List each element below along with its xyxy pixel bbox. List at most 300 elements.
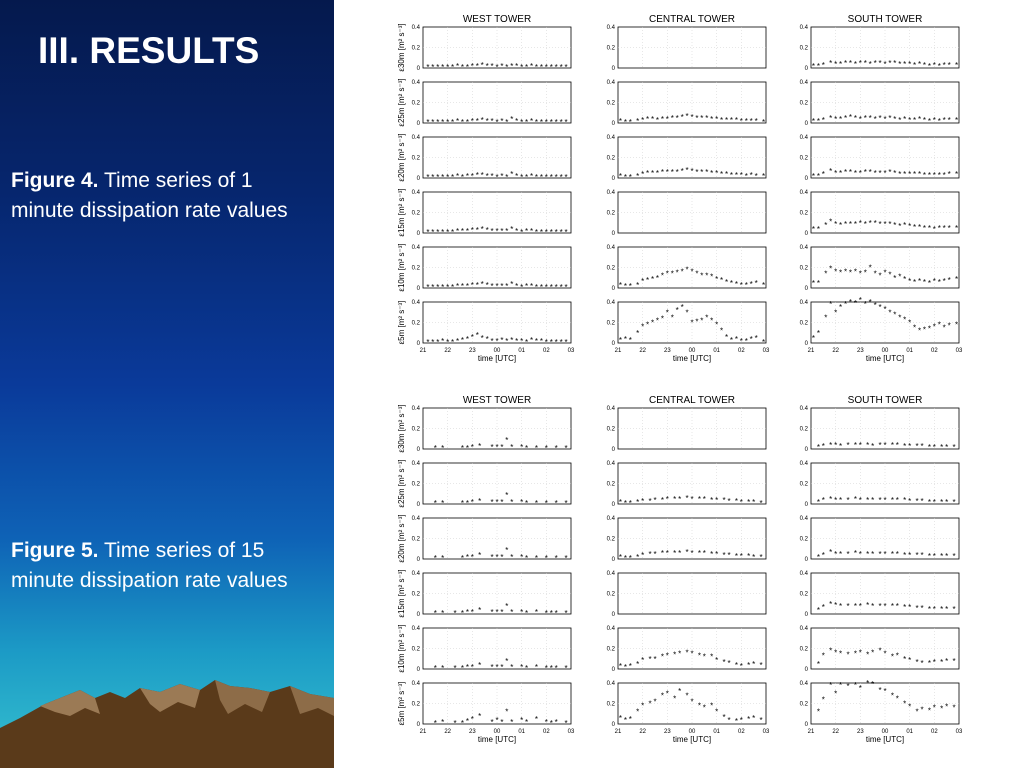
y-tick-label: 0.4: [799, 135, 808, 141]
data-point: *: [495, 336, 499, 346]
data-point: *: [824, 220, 828, 230]
data-point: *: [549, 608, 553, 618]
data-point: *: [544, 608, 548, 618]
data-point: *: [653, 495, 657, 505]
data-point: *: [873, 58, 877, 68]
data-point: *: [858, 495, 862, 505]
data-point: *: [670, 167, 674, 177]
data-point: *: [515, 281, 519, 291]
y-tick-label: 0.4: [799, 406, 808, 412]
subplot-panel: [607, 135, 766, 182]
data-point: *: [834, 114, 838, 124]
data-point: *: [927, 604, 931, 614]
data-point: *: [816, 171, 820, 181]
subplot-panel: [607, 681, 770, 744]
data-point: *: [858, 269, 862, 279]
row-ylabel: ε5m [m² s⁻³]: [397, 300, 406, 345]
data-point: *: [515, 171, 519, 181]
data-point: *: [853, 168, 857, 178]
data-point: *: [544, 498, 548, 508]
data-point: *: [446, 337, 450, 347]
subplot-panel: [800, 80, 959, 127]
data-point: *: [829, 300, 833, 310]
data-point: *: [947, 275, 951, 285]
data-point: *: [863, 300, 867, 310]
data-point: *: [908, 441, 912, 451]
data-point: *: [843, 58, 848, 68]
data-point: *: [937, 170, 941, 180]
x-tick-label: 03: [762, 729, 770, 735]
data-point: *: [917, 169, 922, 179]
data-point: *: [940, 442, 944, 452]
subplot-panel: [412, 135, 571, 182]
data-point: *: [700, 316, 704, 326]
y-tick-label: 0: [611, 557, 615, 563]
data-point: *: [724, 115, 729, 125]
data-point: *: [893, 273, 897, 283]
data-point: *: [878, 271, 882, 281]
data-point: *: [665, 114, 669, 124]
x-axis-label: time [UTC]: [672, 354, 712, 363]
data-point: *: [500, 552, 504, 562]
data-point: *: [520, 715, 524, 725]
y-tick-label: 0: [416, 722, 420, 728]
column-title: WEST TOWER: [462, 14, 532, 25]
y-tick-label: 0.4: [799, 681, 808, 687]
data-point: *: [690, 494, 694, 504]
data-point: *: [846, 682, 850, 692]
subplot-panel: [800, 626, 959, 673]
data-point: *: [888, 219, 892, 229]
data-point: *: [490, 171, 494, 181]
data-point: *: [490, 281, 494, 291]
data-point: *: [913, 277, 917, 287]
data-point: *: [883, 168, 887, 178]
data-point: *: [636, 659, 640, 669]
data-point: *: [628, 335, 632, 345]
row-ylabel: ε30m [m² s⁻³]: [397, 404, 406, 453]
data-point: *: [436, 117, 440, 127]
data-point: *: [816, 442, 820, 452]
y-tick-label: 0: [416, 502, 420, 508]
data-point: *: [490, 717, 494, 727]
y-tick-label: 0.4: [411, 681, 420, 687]
data-point: *: [893, 220, 897, 230]
mountain-illustration: [0, 668, 334, 768]
data-point: *: [559, 62, 563, 72]
data-point: *: [898, 59, 902, 69]
data-point: *: [628, 553, 632, 563]
data-point: *: [564, 553, 568, 563]
data-point: *: [873, 218, 877, 228]
data-point: *: [529, 61, 534, 71]
subplot-panel: [412, 25, 571, 72]
data-point: *: [525, 62, 529, 72]
data-point: *: [441, 172, 445, 182]
data-point: *: [460, 443, 465, 453]
x-tick-label: 02: [930, 348, 938, 354]
data-point: *: [883, 687, 887, 697]
data-point: *: [883, 305, 887, 315]
data-point: *: [883, 495, 887, 505]
data-point: *: [739, 497, 743, 507]
x-tick-label: 22: [832, 348, 840, 354]
y-tick-label: 0.2: [606, 265, 615, 272]
data-point: *: [441, 717, 445, 727]
data-point: *: [641, 496, 645, 506]
subplot-panel: [412, 516, 571, 563]
data-point: *: [564, 443, 568, 453]
data-point: *: [839, 441, 843, 451]
data-point: *: [829, 646, 833, 656]
data-point: *: [846, 440, 850, 450]
data-point: *: [903, 699, 907, 709]
y-tick-label: 0.2: [799, 481, 808, 488]
data-point: *: [539, 117, 543, 127]
data-point: *: [883, 114, 887, 124]
data-point: *: [641, 169, 645, 179]
data-point: *: [908, 276, 912, 286]
data-point: *: [868, 167, 872, 177]
data-point: *: [673, 494, 677, 504]
data-point: *: [460, 498, 465, 508]
data-point: *: [485, 225, 489, 235]
data-point: *: [650, 274, 655, 284]
data-point: *: [878, 440, 882, 450]
y-tick-label: 0: [611, 66, 615, 72]
data-point: *: [680, 166, 684, 176]
y-tick-label: 0.2: [411, 155, 420, 162]
data-point: *: [431, 172, 435, 182]
data-point: *: [913, 323, 917, 333]
data-point: *: [525, 172, 529, 182]
data-point: *: [544, 663, 548, 673]
data-point: *: [858, 684, 862, 694]
y-tick-label: 0.4: [799, 25, 808, 31]
data-point: *: [660, 114, 664, 124]
data-point: *: [898, 272, 902, 282]
data-point: *: [475, 225, 479, 235]
data-point: *: [917, 59, 922, 69]
x-tick-label: 00: [881, 348, 889, 354]
data-point: *: [618, 661, 623, 671]
data-point: *: [495, 281, 499, 291]
data-point: *: [520, 607, 524, 617]
data-point: *: [495, 442, 499, 452]
data-point: *: [534, 117, 539, 127]
data-point: *: [893, 114, 897, 124]
data-point: *: [460, 335, 465, 345]
y-tick-label: 0: [804, 447, 808, 453]
data-point: *: [478, 605, 482, 615]
subplot-panel: [412, 406, 571, 453]
y-tick-label: 0.4: [411, 25, 420, 31]
data-point: *: [525, 281, 529, 291]
subplot-panel: [412, 190, 571, 237]
data-point: *: [739, 336, 743, 346]
data-point: *: [470, 607, 474, 617]
data-point: *: [641, 701, 645, 711]
data-point: *: [878, 219, 882, 229]
subplot-panel: [800, 679, 963, 744]
data-point: *: [685, 265, 689, 275]
data-point: *: [436, 62, 440, 72]
data-point: *: [883, 219, 887, 229]
data-point: *: [534, 553, 539, 563]
data-point: *: [927, 706, 931, 716]
data-point: *: [478, 496, 482, 506]
data-point: *: [729, 115, 734, 125]
data-point: *: [821, 550, 825, 560]
data-point: *: [478, 441, 482, 451]
data-point: *: [734, 170, 738, 180]
data-point: *: [636, 116, 640, 126]
data-point: *: [898, 221, 902, 231]
data-point: *: [895, 495, 899, 505]
data-point: *: [945, 442, 949, 452]
y-tick-label: 0.4: [411, 190, 420, 196]
data-point: *: [908, 59, 912, 69]
data-point: *: [655, 316, 660, 326]
data-point: *: [754, 171, 758, 181]
y-tick-label: 0.4: [606, 300, 615, 306]
data-point: *: [871, 495, 875, 505]
data-point: *: [858, 648, 862, 658]
y-tick-label: 0: [416, 286, 420, 292]
y-tick-label: 0.2: [411, 210, 420, 217]
data-point: *: [480, 333, 484, 343]
data-point: *: [878, 168, 882, 178]
y-tick-label: 0.4: [411, 300, 420, 306]
data-point: *: [947, 115, 951, 125]
data-point: *: [641, 550, 645, 560]
data-point: *: [816, 659, 820, 669]
data-point: *: [927, 497, 931, 507]
data-point: *: [549, 337, 553, 347]
data-point: *: [495, 226, 499, 236]
data-point: *: [446, 227, 450, 237]
x-tick-label: 22: [639, 348, 647, 354]
data-point: *: [893, 168, 897, 178]
y-tick-label: 0: [804, 286, 808, 292]
data-point: *: [529, 226, 534, 236]
y-tick-label: 0: [416, 176, 420, 182]
y-tick-label: 0: [416, 447, 420, 453]
data-point: *: [917, 114, 922, 124]
data-point: *: [729, 278, 734, 288]
subplot-panel: [607, 516, 766, 563]
data-point: *: [618, 552, 623, 562]
row-ylabel: ε15m [m² s⁻³]: [397, 188, 406, 237]
data-point: *: [525, 443, 529, 453]
data-point: *: [871, 441, 875, 451]
data-point: *: [650, 168, 655, 178]
data-point: *: [866, 440, 870, 450]
data-point: *: [460, 608, 465, 618]
x-tick-label: 00: [688, 348, 696, 354]
data-point: *: [878, 646, 882, 656]
data-point: *: [426, 337, 430, 347]
y-tick-label: 0: [804, 176, 808, 182]
data-point: *: [465, 552, 469, 562]
figure-4-description: Time series of 1 minute dissipation rate values: [11, 169, 288, 222]
data-point: *: [623, 172, 627, 182]
data-point: *: [641, 655, 645, 665]
y-tick-label: 0.4: [799, 80, 808, 86]
data-point: *: [940, 604, 944, 614]
data-point: *: [868, 298, 872, 307]
y-tick-label: 0.4: [799, 245, 808, 251]
data-point: *: [839, 114, 843, 124]
y-tick-label: 0: [416, 557, 420, 563]
data-point: *: [490, 226, 494, 236]
slide-title: III. RESULTS: [38, 30, 260, 71]
data-point: *: [873, 269, 877, 279]
data-point: *: [549, 282, 553, 292]
y-tick-label: 0.4: [606, 245, 615, 251]
data-point: *: [460, 172, 465, 182]
data-point: *: [829, 166, 833, 176]
data-point: *: [505, 545, 509, 555]
figure-5-chart: [334, 381, 1024, 768]
data-point: *: [685, 648, 689, 658]
data-point: *: [534, 282, 539, 292]
x-tick-label: 21: [419, 348, 427, 354]
data-point: *: [665, 269, 669, 279]
data-point: *: [675, 167, 679, 177]
data-point: *: [465, 117, 469, 127]
data-point: *: [490, 662, 494, 672]
data-point: *: [648, 496, 652, 506]
data-point: *: [700, 113, 704, 123]
x-tick-label: 03: [567, 729, 575, 735]
data-point: *: [460, 663, 465, 673]
data-point: *: [495, 662, 499, 672]
data-point: *: [648, 654, 652, 664]
data-point: *: [724, 277, 729, 287]
data-point: *: [839, 59, 843, 69]
data-point: *: [846, 495, 850, 505]
data-point: *: [623, 662, 627, 672]
y-tick-label: 0.4: [799, 626, 808, 632]
data-point: *: [816, 328, 820, 338]
data-point: *: [883, 649, 887, 659]
data-point: *: [890, 495, 894, 505]
x-tick-label: 02: [542, 348, 550, 354]
y-tick-label: 0.2: [799, 536, 808, 543]
y-tick-label: 0.2: [799, 155, 808, 162]
x-tick-label: 23: [663, 729, 671, 735]
data-point: *: [534, 227, 539, 237]
data-point: *: [529, 116, 534, 126]
data-point: *: [922, 60, 927, 70]
data-point: *: [695, 167, 699, 177]
data-point: *: [628, 117, 632, 127]
data-point: *: [690, 649, 694, 659]
data-point: *: [618, 280, 623, 290]
x-tick-label: 21: [614, 729, 622, 735]
y-tick-label: 0.4: [799, 571, 808, 577]
x-axis-label: time [UTC]: [865, 735, 905, 744]
data-point: *: [752, 659, 756, 669]
x-tick-label: 21: [807, 729, 815, 735]
data-point: *: [500, 717, 504, 727]
data-point: *: [710, 652, 714, 662]
data-point: *: [641, 276, 645, 286]
data-point: *: [500, 116, 504, 126]
data-point: *: [460, 62, 465, 72]
y-tick-label: 0.4: [411, 135, 420, 141]
data-point: *: [932, 604, 936, 614]
data-point: *: [549, 663, 553, 673]
data-point: *: [853, 649, 857, 659]
data-point: *: [853, 299, 857, 309]
data-point: *: [898, 169, 902, 179]
data-point: *: [734, 279, 738, 289]
data-point: *: [433, 663, 437, 673]
data-point: *: [858, 440, 862, 450]
data-point: *: [821, 441, 825, 451]
subplot-panel: [412, 245, 571, 292]
data-point: *: [922, 223, 927, 233]
data-point: *: [834, 219, 838, 229]
data-point: *: [460, 718, 465, 728]
y-tick-label: 0.4: [411, 80, 420, 86]
data-point: *: [510, 61, 514, 71]
data-point: *: [720, 115, 724, 125]
data-point: *: [866, 600, 870, 610]
data-point: *: [465, 226, 469, 236]
data-point: *: [441, 336, 445, 346]
data-point: *: [690, 112, 694, 122]
data-point: *: [888, 270, 892, 280]
data-point: *: [695, 113, 699, 123]
data-point: *: [495, 62, 499, 72]
y-tick-label: 0.2: [411, 100, 420, 107]
data-point: *: [908, 655, 912, 665]
data-point: *: [564, 718, 568, 728]
y-tick-label: 0: [611, 447, 615, 453]
data-point: *: [544, 117, 548, 127]
x-tick-label: 23: [468, 729, 476, 735]
data-point: *: [510, 335, 514, 345]
y-tick-label: 0.2: [411, 591, 420, 598]
data-point: *: [646, 168, 650, 178]
data-point: *: [431, 62, 435, 72]
data-point: *: [873, 168, 877, 178]
data-point: *: [490, 497, 494, 507]
data-point: *: [722, 657, 726, 667]
data-point: *: [525, 553, 529, 563]
data-point: *: [554, 62, 558, 72]
data-point: *: [927, 278, 931, 288]
data-point: *: [549, 172, 553, 182]
y-tick-label: 0: [416, 121, 420, 127]
x-tick-label: 21: [419, 729, 427, 735]
data-point: *: [525, 117, 529, 127]
data-point: *: [908, 169, 912, 179]
data-point: *: [470, 662, 474, 672]
data-point: *: [549, 227, 553, 237]
data-point: *: [739, 551, 743, 561]
row-ylabel: ε30m [m² s⁻³]: [397, 23, 406, 72]
data-point: *: [648, 549, 652, 559]
data-point: *: [749, 116, 753, 126]
data-point: *: [564, 62, 568, 72]
data-point: *: [821, 651, 825, 661]
data-point: *: [441, 443, 445, 453]
data-point: *: [942, 323, 946, 333]
